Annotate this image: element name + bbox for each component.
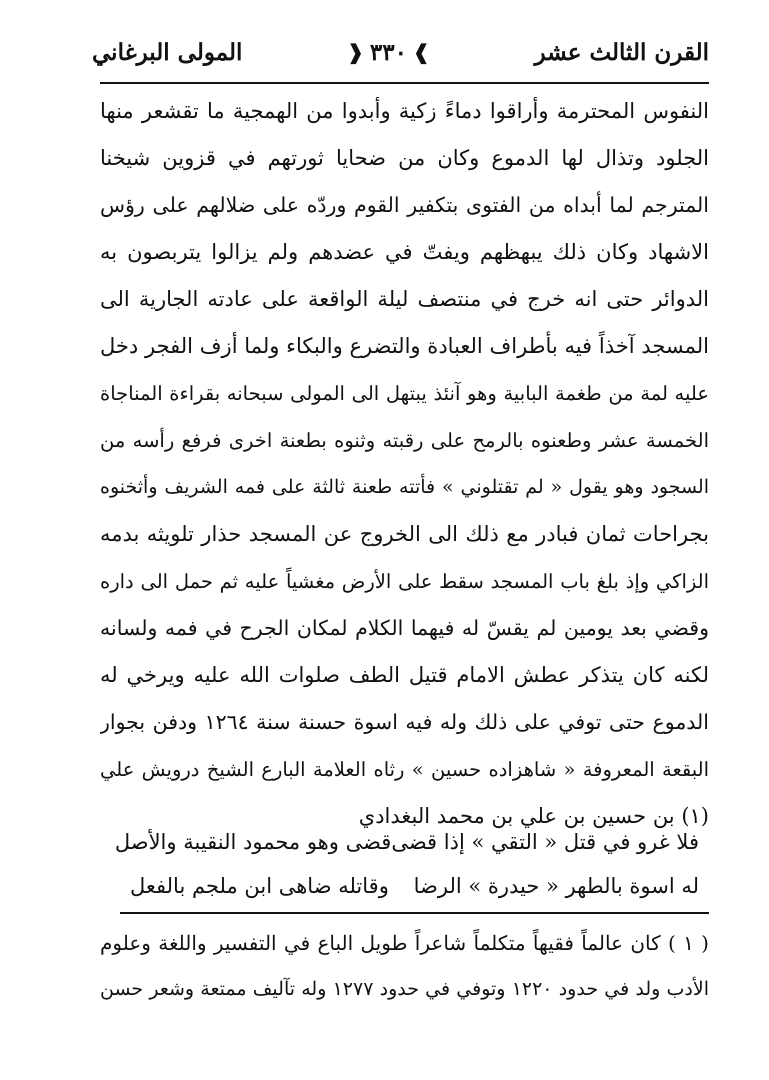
- verse-second-hemistich: قضى وهو محمود النقيبة والأصل: [114, 830, 392, 854]
- footnote-line: ( ١ ) كان عالماً فقيهاً متكلماً شاعراً طويل الباع في التفسير واللغة وعلوم: [100, 931, 709, 955]
- verse-second-hemistich: وقاتله ضاهى ابن ملجم بالفعل: [130, 874, 389, 898]
- header-divider: [100, 82, 709, 84]
- text-line: الخمسة عشر وطعنوه بالرمح على رقبته وثنوه بطعنة اخرى فرفع رأسه من: [100, 429, 709, 452]
- text-line: لكنه كان يتذكر عطش الامام قتيل الطف صلوات الله عليه ويرخي له: [100, 663, 709, 687]
- header-century-title: القرن الثالث عشر: [534, 38, 709, 66]
- ornament-left-icon: ❰: [347, 40, 364, 64]
- text-line: الزاكي وإذ بلغ باب المسجد سقط على الأرض مغشياً عليه ثم حمل الى داره: [100, 570, 709, 593]
- text-line: (١) بن حسين بن علي بن محمد البغدادي: [358, 804, 709, 828]
- footnote-line: الأدب ولد في حدود ١٢٢٠ وتوفي في حدود ١٢٧٧ وله تآليف ممتعة وشعر حسن: [100, 978, 709, 1000]
- page-number: ٣٣٠: [369, 38, 407, 66]
- main-text: [100, 88, 709, 840]
- page-number-group: [347, 39, 430, 66]
- footnote-divider: [120, 912, 709, 914]
- header-subject-title: المولى البرغاني: [92, 38, 243, 66]
- verse-first-hemistich: فلا غرو في قتل « التقي » إذا قضى: [391, 830, 699, 854]
- poem-verse: [114, 820, 699, 864]
- text-line: الدوائر حتى انه خرج في منتصف ليلة الواقعة على عادته الجارية الى: [100, 287, 709, 311]
- text-line: الجلود وتذال لها الدموع وكان من ضحايا ثورتهم في قزوين شيخنا: [100, 146, 709, 170]
- poem-block: [114, 820, 699, 908]
- text-line: المسجد آخذاً فيه بأطراف العبادة والتضرع والبكاء ولما أزف الفجر دخل: [100, 334, 709, 358]
- text-line: السجود وهو يقول « لم تقتلوني » فأتته طعنة ثالثة على فمه الشريف وأثخنوه: [100, 476, 709, 498]
- text-line: الاشهاد وكان ذلك يبهظهم ويفتّ في عضدهم ولم يزالوا يتربصون به: [100, 240, 709, 264]
- text-line: بجراحات ثمان فبادر مع ذلك الى الخروج عن المسجد حذار تلويثه بدمه: [100, 522, 709, 546]
- text-line: عليه لمة من طغمة البابية وهو آنئذ يبتهل الى المولى سبحانه بقراءة المناجاة: [100, 382, 709, 405]
- ornament-right-icon: ❱: [412, 40, 430, 64]
- footnote: [100, 920, 709, 1012]
- text-line: وقضي بعد يومين لم يقسّ له فيهما الكلام لمكان الجرح في فمه ولسانه: [100, 616, 709, 640]
- text-line: النفوس المحترمة وأراقوا دماءً زكية وأبدوا من الهمجية ما تقشعر منها: [100, 99, 709, 123]
- text-line: الدموع حتى توفي على ذلك وله فيه اسوة حسنة سنة ١٢٦٤ ودفن بجوار: [100, 710, 709, 734]
- text-line: البقعة المعروفة « شاهزاده حسين » رثاه العلامة البارع الشيخ درويش علي: [100, 758, 709, 781]
- running-header: [92, 28, 709, 76]
- poem-verse: [130, 864, 699, 908]
- text-line: المترجم لما أبداه من الفتوى بتكفير القوم وردّه على ضلالهم على رؤس: [100, 193, 709, 217]
- verse-first-hemistich: له اسوة بالطهر « حيدرة » الرضا: [413, 874, 699, 898]
